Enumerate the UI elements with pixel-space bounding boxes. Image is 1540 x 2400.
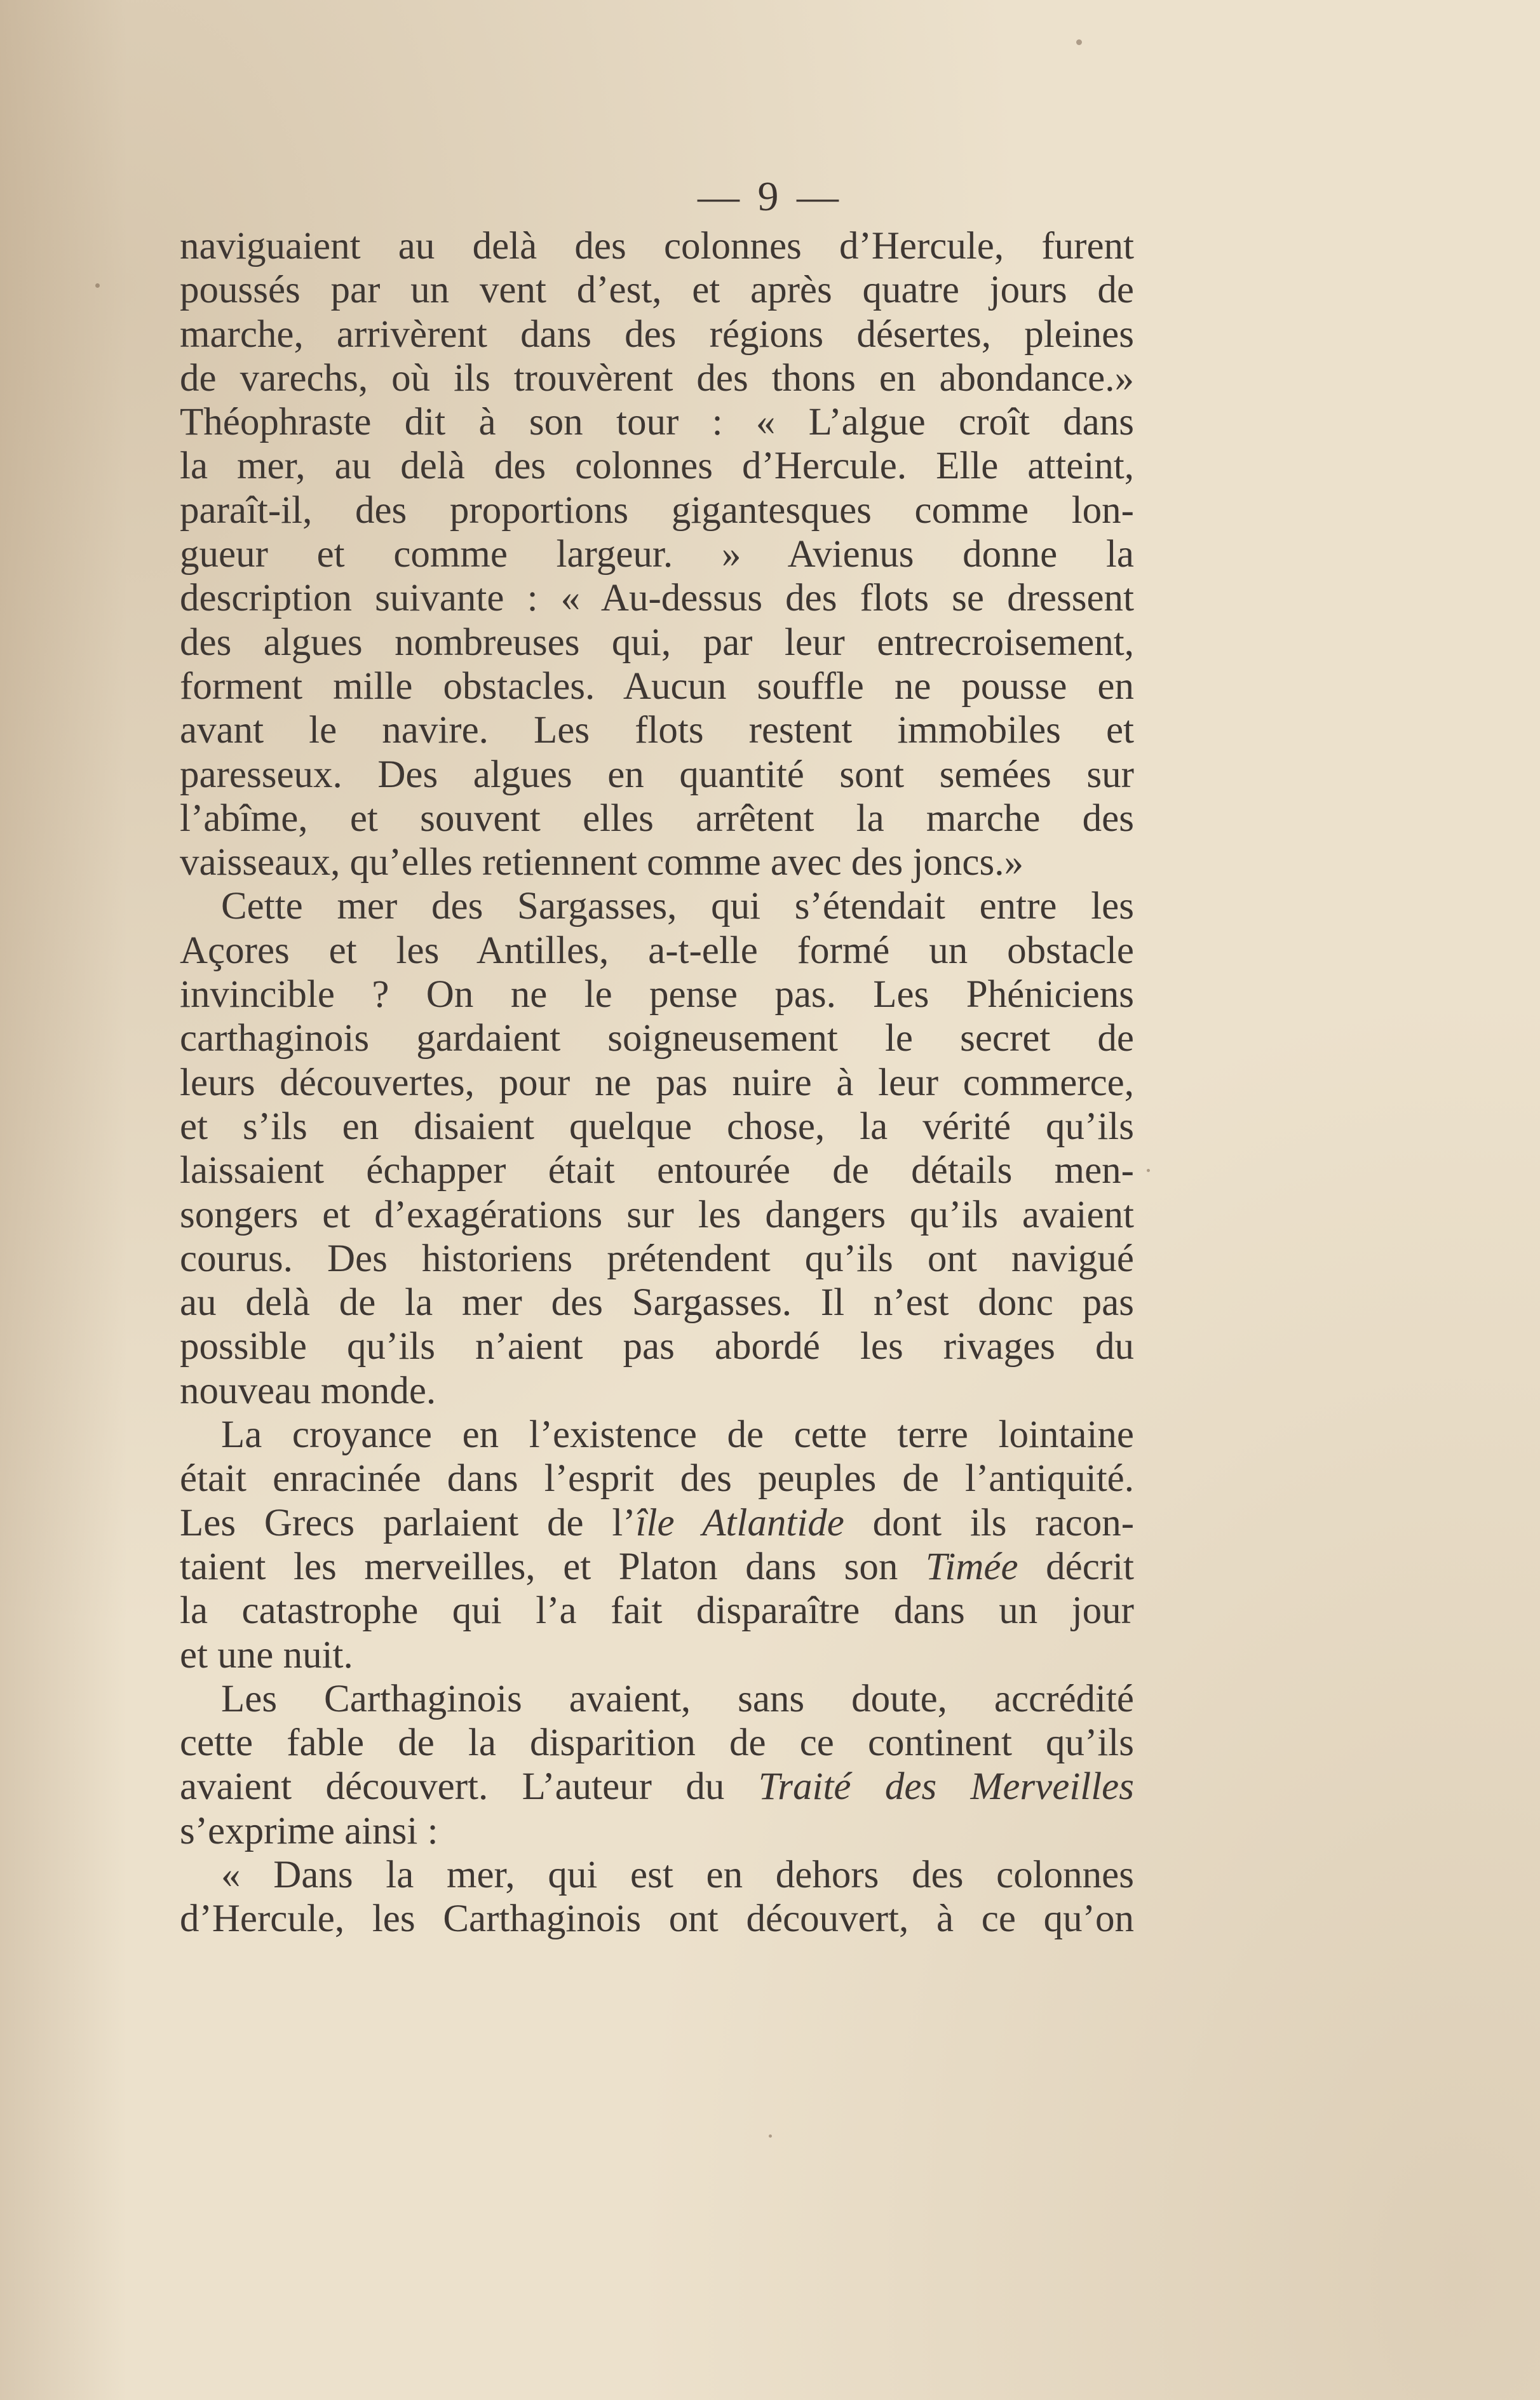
text-line: marche, arrivèrent dans des régions désertes, pleines	[180, 313, 1134, 356]
italic-title: Timée	[925, 1545, 1018, 1588]
paragraph-first-line: Les Carthaginois avaient, sans doute, accrédité	[221, 1677, 1134, 1720]
paper-speck	[769, 2134, 772, 2138]
text-line: leurs découvertes, pour ne pas nuire à leur commerce,	[180, 1061, 1134, 1104]
text-line: avant le navire. Les flots restent immobiles et	[180, 709, 1134, 752]
text-run: Les Grecs parlaient de l’	[180, 1501, 636, 1544]
text-line: forment mille obstacles. Aucun souffle ne pousse en	[180, 664, 1134, 708]
text-run: décrit	[1018, 1545, 1134, 1588]
paragraph-first-line: « Dans la mer, qui est en dehors des colonnes	[221, 1853, 1134, 1896]
text-line: carthaginois gardaient soigneusement le secret de	[180, 1017, 1134, 1060]
text-line: était enracinée dans l’esprit des peuples de l’antiquité.	[180, 1457, 1134, 1500]
text-line: gueur et comme largeur. » Avienus donne la	[180, 533, 1134, 576]
text-run: avaient découvert. L’auteur du	[180, 1765, 759, 1809]
text-line	[180, 1765, 1134, 1809]
text-line: songers et d’exagérations sur les dangers qu’ils avaient	[180, 1193, 1134, 1236]
text-line: cette fable de la disparition de ce continent qu’ils	[180, 1722, 1134, 1765]
body-text	[180, 224, 1134, 1941]
text-line	[180, 1501, 1134, 1545]
italic-title: Traité des Merveilles	[758, 1765, 1134, 1809]
text-line: possible qu’ils n’aient pas abordé les rivages du	[180, 1325, 1134, 1368]
paper-speck	[1076, 39, 1082, 45]
text-line: Théophraste dit à son tour : « L’algue croît dans	[180, 401, 1134, 444]
text-line: vaisseaux, qu’elles retiennent comme avec des joncs.»	[180, 841, 1023, 884]
text-line: d’Hercule, les Carthaginois ont découvert, à ce qu’on	[180, 1898, 1134, 1941]
text-line: paraît-il, des proportions gigantesques comme lon-	[180, 489, 1134, 532]
text-line: poussés par un vent d’est, et après quatre jours de	[180, 269, 1134, 312]
text-line: de varechs, où ils trouvèrent des thons en abondance.»	[180, 356, 1134, 400]
text-line: des algues nombreuses qui, par leur entrecroisement,	[180, 621, 1134, 664]
text-line: description suivante : « Au-dessus des flots se dressent	[180, 577, 1134, 620]
text-line: paresseux. Des algues en quantité sont semées sur	[180, 753, 1134, 796]
text-run: dont ils racon-	[844, 1501, 1135, 1544]
text-line: et s’ils en disaient quelque chose, la vérité qu’ils	[180, 1105, 1134, 1148]
text-line: naviguaient au delà des colonnes d’Hercule, furent	[180, 225, 1134, 267]
paragraph-first-line: Cette mer des Sargasses, qui s’étendait entre les	[221, 885, 1134, 928]
text-line: courus. Des historiens prétendent qu’ils ont navigué	[180, 1237, 1134, 1280]
text-line: la mer, au delà des colonnes d’Hercule. Elle atteint,	[180, 445, 1134, 488]
text-line: la catastrophe qui l’a fait disparaître dans un jour	[180, 1589, 1134, 1633]
text-line: l’abîme, et souvent elles arrêtent la marche des	[180, 797, 1134, 840]
italic-title: île Atlantide	[635, 1501, 844, 1544]
text-line: invincible ? On ne le pense pas. Les Phéniciens	[180, 973, 1134, 1016]
text-line: nouveau monde.	[180, 1369, 436, 1412]
paper-speck	[95, 283, 100, 288]
text-line: au delà de la mer des Sargasses. Il n’est donc pas	[180, 1281, 1134, 1325]
paper-speck	[1147, 1169, 1150, 1172]
text-line: Açores et les Antilles, a-t-elle formé un obstacle	[180, 929, 1134, 972]
text-line: et une nuit.	[180, 1633, 353, 1676]
text-line: laissaient échapper était entourée de détails men-	[180, 1149, 1134, 1192]
text-line	[180, 1545, 1134, 1589]
text-run: taient les merveilles, et Platon dans son	[180, 1545, 926, 1588]
page-number: — 9 —	[698, 173, 842, 220]
paragraph-first-line: La croyance en l’existence de cette terre lointaine	[221, 1413, 1134, 1457]
text-line: s’exprime ainsi :	[180, 1809, 438, 1852]
